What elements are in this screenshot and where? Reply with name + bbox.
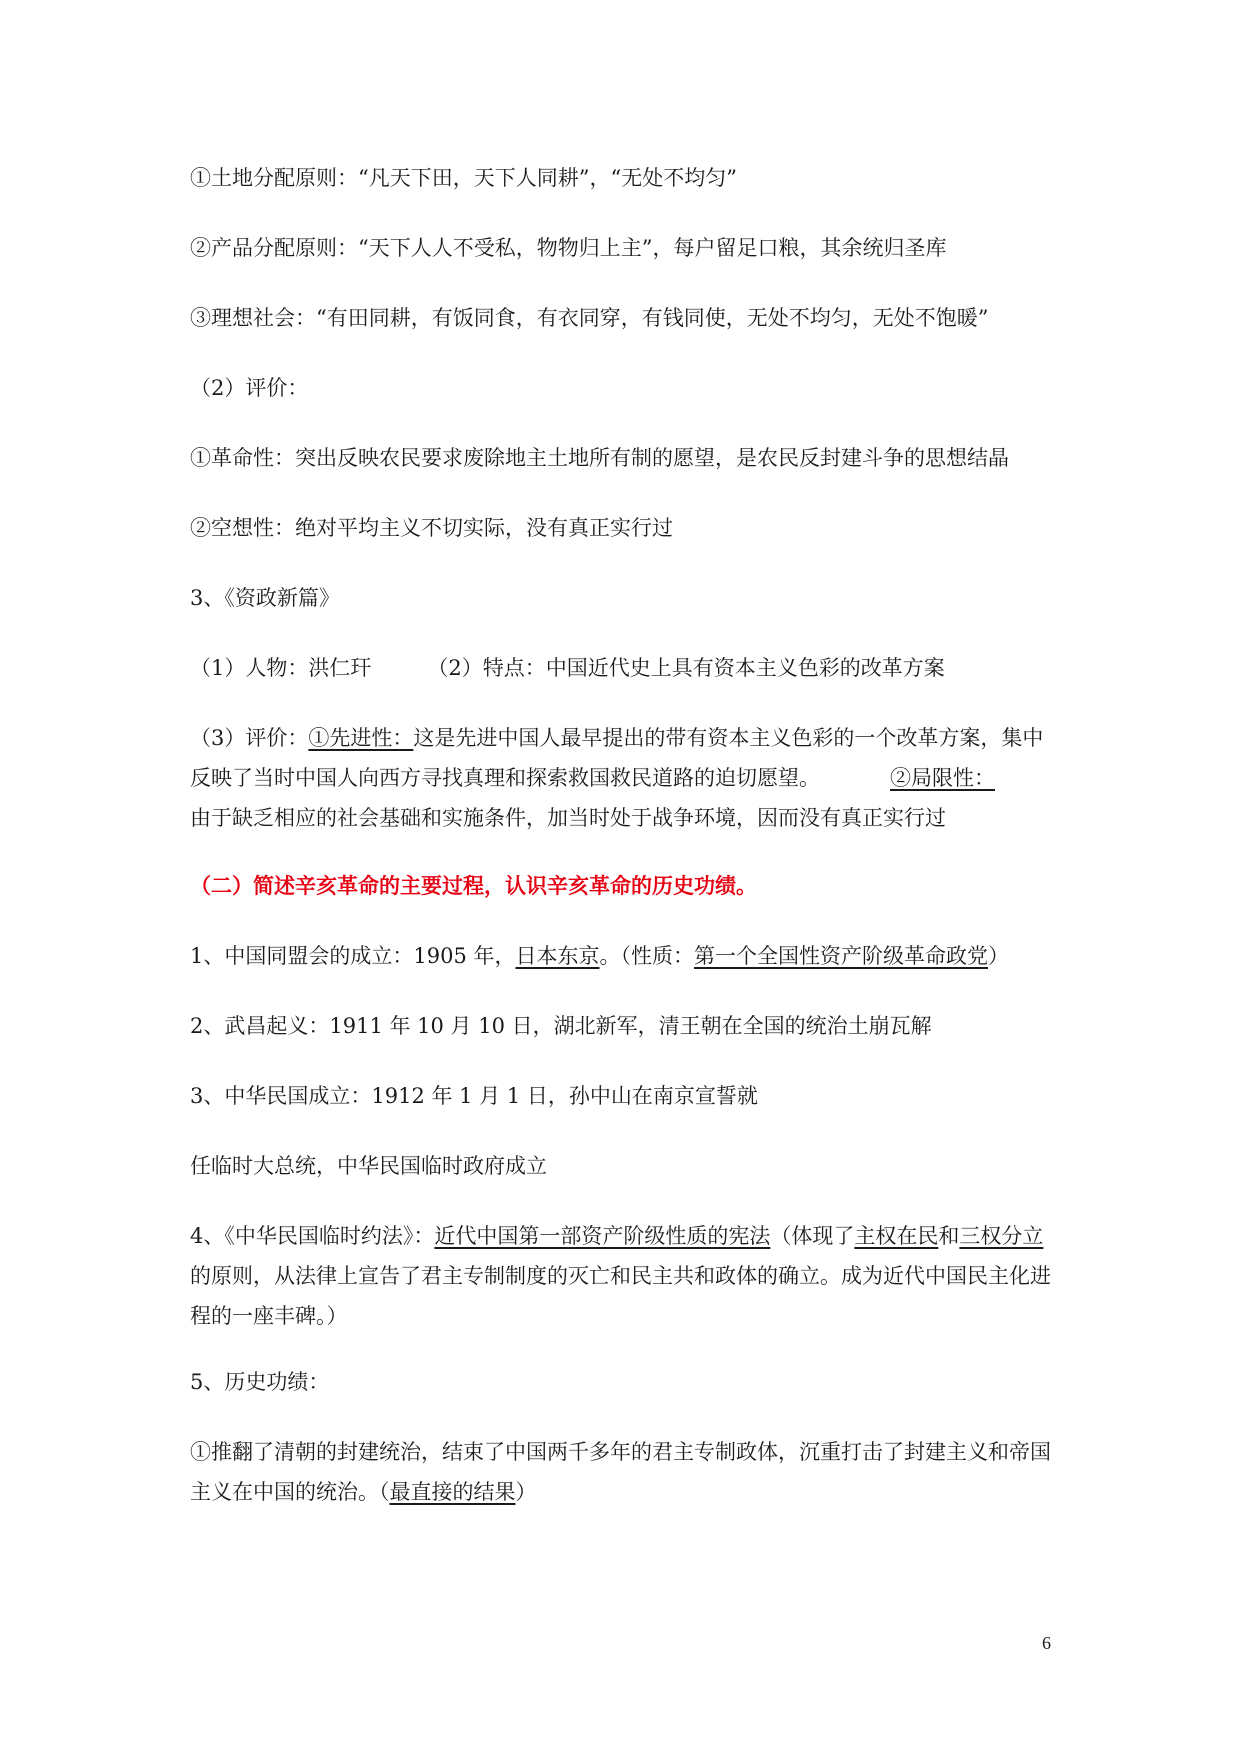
nature-prefix: 。（性质： [599, 944, 694, 968]
tokyo-text: 日本东京 [515, 944, 600, 968]
text-line [190, 298, 1061, 338]
and-text: 和 [938, 1224, 960, 1248]
sovereignty-text: 主权在民 [854, 1224, 939, 1248]
constitution-title: 4、《中华民国临时约法》： [190, 1224, 435, 1248]
constitution-nature: 近代中国第一部资产阶级性质的宪法 [434, 1224, 771, 1248]
text-line [190, 1006, 1061, 1046]
text-line [190, 1076, 1061, 1116]
closing-paren: ） [987, 944, 1009, 968]
separation-powers-text: 三权分立 [959, 1224, 1044, 1248]
wuchang-uprising: 2、武昌起义：1911 年 10 月 10 日，湖北新军，清王朝在全国的统治土崩瓦解 [190, 1014, 932, 1038]
section-heading [190, 866, 1061, 906]
land-principle: ①土地分配原则：“凡天下田，天下人同耕”，“无处不均匀” [190, 166, 737, 190]
text-line [190, 368, 1061, 408]
heading-text: （二）简述辛亥革命的主要过程，认识辛亥革命的历史功绩。 [190, 873, 757, 898]
text-line [190, 578, 1061, 618]
limitation-label: ②局限性： [890, 766, 995, 790]
closing-paren: ） [515, 1480, 537, 1504]
constitution-mid: （体现了 [770, 1224, 855, 1248]
text-line [190, 648, 1061, 688]
progressive-label: ①先进性： [308, 726, 414, 750]
ideal-society: ③理想社会：“有田同耕，有饭同食，有衣同穿，有钱同使，无处不均匀，无处不饱暖” [190, 306, 989, 330]
direct-result: 最直接的结果 [389, 1480, 516, 1504]
party-nature: 第一个全国性资产阶级革命政党 [693, 944, 988, 968]
text-paragraph [190, 718, 1061, 838]
constitution-tail: 的原则，从法律上宣告了君主专制制度的灭亡和民主共和政体的确立。成为近代中国民主化进程的一座丰碑。） [190, 1264, 1051, 1328]
utopian-nature: ②空想性：绝对平均主义不切实际，没有真正实行过 [190, 516, 673, 540]
product-principle: ②产品分配原则：“天下人人不受私，物物归上主”，每户留足口粮，其余统归圣库 [190, 236, 947, 260]
roc-founding-cont: 任临时大总统，中华民国临时政府成立 [190, 1154, 547, 1178]
text-line [190, 158, 1061, 198]
text-line [190, 508, 1061, 548]
feature-label: （2）特点：中国近代史上具有资本主义色彩的改革方案 [427, 656, 945, 680]
text-line [190, 1146, 1061, 1186]
text-line [190, 228, 1061, 268]
achievement-text: ①推翻了清朝的封建统治，结束了中国两千多年的君主专制政体，沉重打击了封建主义和帝国主义在中国的统治。（ [190, 1440, 1051, 1504]
tongmenghui-text: 1、中国同盟会的成立：1905 年， [190, 944, 516, 968]
text-line [190, 936, 1061, 976]
page-number: 6 [1042, 1633, 1051, 1653]
section-title-zizhengxinpian: 3、《资政新篇》 [190, 586, 340, 610]
text-paragraph [190, 1432, 1061, 1512]
limitation-text: 由于缺乏相应的社会基础和实施条件，加当时处于战争环境，因而没有真正实行过 [190, 806, 946, 830]
text-paragraph [190, 1216, 1061, 1336]
evaluation-prefix: （3）评价： [190, 726, 309, 750]
person-label: （1）人物：洪仁玕 [190, 656, 372, 680]
revolutionary-nature: ①革命性：突出反映农民要求废除地主土地所有制的愿望，是农民反封建斗争的思想结晶 [190, 446, 1009, 470]
progressive-text: 这是先进中国人最早提出的带有资本主义色彩的一个改革方案，集中反映了当时中国人向西方寻找真理和探索救国救民道路的迫切愿望。 [190, 726, 1044, 790]
evaluation-label: （2）评价： [190, 376, 309, 400]
text-line [190, 1362, 1061, 1402]
achievements-label: 5、历史功绩： [190, 1370, 330, 1394]
roc-founding: 3、中华民国成立：1912 年 1 月 1 日，孙中山在南京宣誓就 [190, 1084, 758, 1108]
text-line [190, 438, 1061, 478]
